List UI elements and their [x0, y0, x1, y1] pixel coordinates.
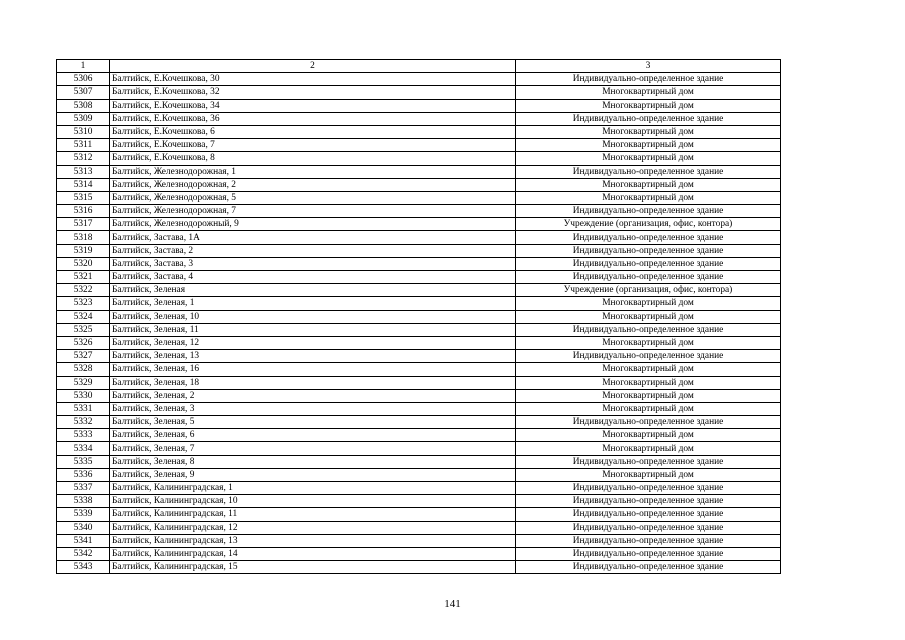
- table-row: [57, 125, 781, 138]
- table-row: [57, 363, 781, 376]
- table-row: [57, 73, 781, 86]
- object-type-cell: Индивидуально-определенное здание: [516, 561, 781, 574]
- object-type-cell: Многоквартирный дом: [516, 376, 781, 389]
- table-row: [57, 468, 781, 481]
- address-cell: Балтийск, Калининградская, 13: [110, 534, 516, 547]
- address-cell: Балтийск, Зеленая, 13: [110, 350, 516, 363]
- row-number-cell: 5328: [57, 363, 110, 376]
- row-number-cell: 5343: [57, 561, 110, 574]
- row-number-cell: 5315: [57, 191, 110, 204]
- address-cell: Балтийск, Зеленая: [110, 284, 516, 297]
- row-number-cell: 5314: [57, 178, 110, 191]
- object-type-cell: Многоквартирный дом: [516, 468, 781, 481]
- object-type-cell: Многоквартирный дом: [516, 363, 781, 376]
- table-row: [57, 112, 781, 125]
- table-row: [57, 218, 781, 231]
- object-type-cell: Индивидуально-определенное здание: [516, 508, 781, 521]
- table-row: [57, 402, 781, 415]
- address-cell: Балтийск, Е.Кочешкова, 36: [110, 112, 516, 125]
- row-number-cell: 5329: [57, 376, 110, 389]
- table-row: [57, 416, 781, 429]
- column-header-1: 1: [57, 60, 110, 73]
- table-row: [57, 429, 781, 442]
- table-row: [57, 376, 781, 389]
- object-type-cell: Многоквартирный дом: [516, 139, 781, 152]
- address-cell: Балтийск, Е.Кочешкова, 7: [110, 139, 516, 152]
- address-cell: Балтийск, Зеленая, 9: [110, 468, 516, 481]
- object-type-cell: Индивидуально-определенное здание: [516, 112, 781, 125]
- address-cell: Балтийск, Зеленая, 5: [110, 416, 516, 429]
- table-row: [57, 178, 781, 191]
- object-type-cell: Многоквартирный дом: [516, 429, 781, 442]
- address-cell: Балтийск, Калининградская, 10: [110, 495, 516, 508]
- address-cell: Балтийск, Зеленая, 7: [110, 442, 516, 455]
- object-type-cell: Учреждение (организация, офис, контора): [516, 284, 781, 297]
- row-number-cell: 5311: [57, 139, 110, 152]
- table-row: [57, 99, 781, 112]
- row-number-cell: 5339: [57, 508, 110, 521]
- row-number-cell: 5332: [57, 416, 110, 429]
- table-row: [57, 231, 781, 244]
- address-cell: Балтийск, Е.Кочешкова, 6: [110, 125, 516, 138]
- table-row: [57, 284, 781, 297]
- row-number-cell: 5325: [57, 323, 110, 336]
- table-row: [57, 389, 781, 402]
- address-cell: Балтийск, Калининградская, 15: [110, 561, 516, 574]
- row-number-cell: 5309: [57, 112, 110, 125]
- row-number-cell: 5330: [57, 389, 110, 402]
- object-type-cell: Многоквартирный дом: [516, 336, 781, 349]
- row-number-cell: 5307: [57, 86, 110, 99]
- table-row: [57, 205, 781, 218]
- address-cell: Балтийск, Застава, 1А: [110, 231, 516, 244]
- object-type-cell: Многоквартирный дом: [516, 297, 781, 310]
- row-number-cell: 5326: [57, 336, 110, 349]
- object-type-cell: Индивидуально-определенное здание: [516, 350, 781, 363]
- row-number-cell: 5312: [57, 152, 110, 165]
- row-number-cell: 5342: [57, 547, 110, 560]
- row-number-cell: 5319: [57, 244, 110, 257]
- object-type-cell: Многоквартирный дом: [516, 86, 781, 99]
- table-row: [57, 350, 781, 363]
- address-cell: Балтийск, Железнодорожная, 2: [110, 178, 516, 191]
- object-type-cell: Индивидуально-определенное здание: [516, 482, 781, 495]
- table-row: [57, 482, 781, 495]
- address-cell: Балтийск, Калининградская, 1: [110, 482, 516, 495]
- row-number-cell: 5331: [57, 402, 110, 415]
- row-number-cell: 5316: [57, 205, 110, 218]
- table-row: [57, 165, 781, 178]
- row-number-cell: 5333: [57, 429, 110, 442]
- row-number-cell: 5335: [57, 455, 110, 468]
- table-row: [57, 508, 781, 521]
- address-cell: Балтийск, Застава, 3: [110, 257, 516, 270]
- object-type-cell: Индивидуально-определенное здание: [516, 257, 781, 270]
- address-cell: Балтийск, Зеленая, 16: [110, 363, 516, 376]
- table-row: [57, 547, 781, 560]
- table-row: [57, 257, 781, 270]
- address-cell: Балтийск, Застава, 4: [110, 271, 516, 284]
- table-row: [57, 244, 781, 257]
- object-type-cell: Многоквартирный дом: [516, 389, 781, 402]
- column-header-3: 3: [516, 60, 781, 73]
- row-number-cell: 5320: [57, 257, 110, 270]
- register-table-body: [57, 60, 781, 574]
- row-number-cell: 5336: [57, 468, 110, 481]
- address-cell: Балтийск, Зеленая, 10: [110, 310, 516, 323]
- object-type-cell: Учреждение (организация, офис, контора): [516, 218, 781, 231]
- register-table: [56, 59, 781, 574]
- address-cell: Балтийск, Зеленая, 18: [110, 376, 516, 389]
- table-row: [57, 534, 781, 547]
- table-row: [57, 561, 781, 574]
- object-type-cell: Индивидуально-определенное здание: [516, 323, 781, 336]
- object-type-cell: Многоквартирный дом: [516, 191, 781, 204]
- row-number-cell: 5318: [57, 231, 110, 244]
- page-number: 141: [444, 598, 461, 610]
- row-number-cell: 5338: [57, 495, 110, 508]
- row-number-cell: 5340: [57, 521, 110, 534]
- table-row: [57, 191, 781, 204]
- table-row: [57, 86, 781, 99]
- address-cell: Балтийск, Железнодорожная, 1: [110, 165, 516, 178]
- row-number-cell: 5313: [57, 165, 110, 178]
- row-number-cell: 5341: [57, 534, 110, 547]
- object-type-cell: Многоквартирный дом: [516, 152, 781, 165]
- object-type-cell: Индивидуально-определенное здание: [516, 271, 781, 284]
- table-row: [57, 271, 781, 284]
- address-cell: Балтийск, Калининградская, 14: [110, 547, 516, 560]
- row-number-cell: 5323: [57, 297, 110, 310]
- table-row: [57, 455, 781, 468]
- column-header-2: 2: [110, 60, 516, 73]
- address-cell: Балтийск, Железнодорожная, 5: [110, 191, 516, 204]
- row-number-cell: 5306: [57, 73, 110, 86]
- object-type-cell: Индивидуально-определенное здание: [516, 455, 781, 468]
- address-cell: Балтийск, Зеленая, 1: [110, 297, 516, 310]
- table-row: [57, 297, 781, 310]
- object-type-cell: Многоквартирный дом: [516, 99, 781, 112]
- row-number-cell: 5337: [57, 482, 110, 495]
- table-row: [57, 336, 781, 349]
- address-cell: Балтийск, Е.Кочешкова, 34: [110, 99, 516, 112]
- table-row: [57, 139, 781, 152]
- object-type-cell: Индивидуально-определенное здание: [516, 521, 781, 534]
- row-number-cell: 5317: [57, 218, 110, 231]
- row-number-cell: 5322: [57, 284, 110, 297]
- row-number-cell: 5334: [57, 442, 110, 455]
- object-type-cell: Индивидуально-определенное здание: [516, 495, 781, 508]
- address-cell: Балтийск, Калининградская, 12: [110, 521, 516, 534]
- object-type-cell: Индивидуально-определенное здание: [516, 73, 781, 86]
- object-type-cell: Многоквартирный дом: [516, 442, 781, 455]
- address-cell: Балтийск, Зеленая, 3: [110, 402, 516, 415]
- object-type-cell: Индивидуально-определенное здание: [516, 231, 781, 244]
- object-type-cell: Индивидуально-определенное здание: [516, 205, 781, 218]
- address-cell: Балтийск, Зеленая, 12: [110, 336, 516, 349]
- table-header-row: [57, 60, 781, 73]
- address-cell: Балтийск, Е.Кочешкова, 32: [110, 86, 516, 99]
- row-number-cell: 5327: [57, 350, 110, 363]
- table-row: [57, 495, 781, 508]
- object-type-cell: Многоквартирный дом: [516, 310, 781, 323]
- object-type-cell: Многоквартирный дом: [516, 402, 781, 415]
- object-type-cell: Индивидуально-определенное здание: [516, 416, 781, 429]
- address-cell: Балтийск, Застава, 2: [110, 244, 516, 257]
- address-cell: Балтийск, Калининградская, 11: [110, 508, 516, 521]
- object-type-cell: Индивидуально-определенное здание: [516, 547, 781, 560]
- table-row: [57, 521, 781, 534]
- row-number-cell: 5308: [57, 99, 110, 112]
- row-number-cell: 5321: [57, 271, 110, 284]
- table-row: [57, 152, 781, 165]
- object-type-cell: Индивидуально-определенное здание: [516, 244, 781, 257]
- address-cell: Балтийск, Зеленая, 6: [110, 429, 516, 442]
- address-cell: Балтийск, Зеленая, 8: [110, 455, 516, 468]
- object-type-cell: Многоквартирный дом: [516, 125, 781, 138]
- object-type-cell: Индивидуально-определенное здание: [516, 534, 781, 547]
- address-cell: Балтийск, Железнодорожный, 9: [110, 218, 516, 231]
- row-number-cell: 5310: [57, 125, 110, 138]
- address-cell: Балтийск, Железнодорожная, 7: [110, 205, 516, 218]
- table-row: [57, 310, 781, 323]
- table-row: [57, 442, 781, 455]
- table-row: [57, 323, 781, 336]
- object-type-cell: Многоквартирный дом: [516, 178, 781, 191]
- address-cell: Балтийск, Зеленая, 11: [110, 323, 516, 336]
- address-cell: Балтийск, Е.Кочешкова, 30: [110, 73, 516, 86]
- address-cell: Балтийск, Е.Кочешкова, 8: [110, 152, 516, 165]
- object-type-cell: Индивидуально-определенное здание: [516, 165, 781, 178]
- address-cell: Балтийск, Зеленая, 2: [110, 389, 516, 402]
- row-number-cell: 5324: [57, 310, 110, 323]
